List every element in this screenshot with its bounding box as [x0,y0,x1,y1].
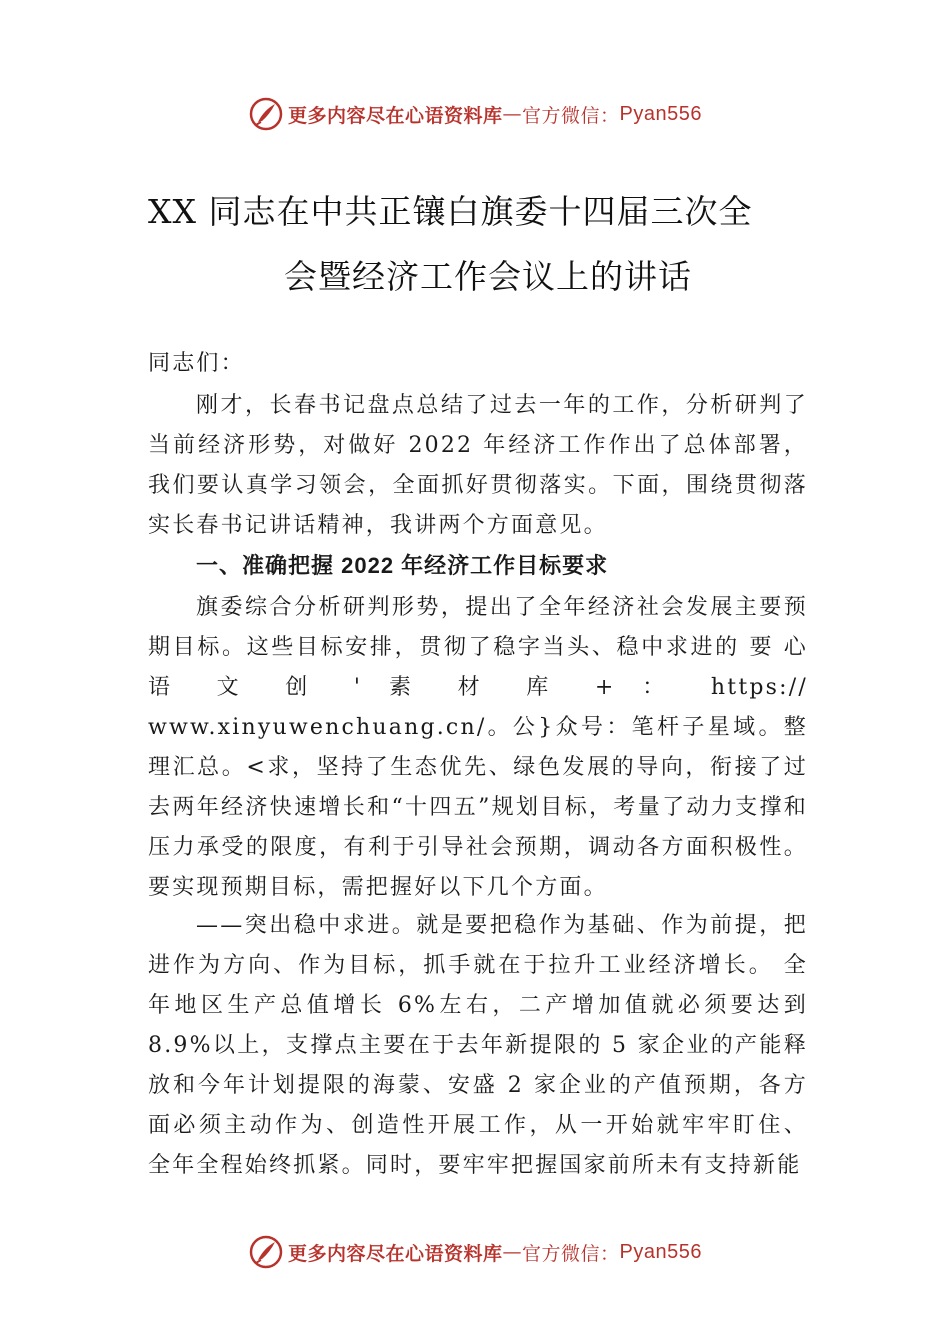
banner-wechat-label: 官方微信： [522,1242,620,1265]
brush-logo-icon [248,1234,284,1270]
greeting: 同志们： [148,351,245,376]
document-title-line2: 会暨经济工作会议上的讲话 [284,257,692,296]
banner-separator: — [502,1241,523,1263]
banner-main-text: 更多内容尽在心语资料库 [288,1242,503,1265]
section-heading-1: 一、准确把握 2022 年经济工作目标要求 [196,553,609,578]
paragraph-targets: 旗委综合分析研判形势，提出了全年经济社会发展主要预期目标。这些目标安排，贯彻了稳字当头、稳中求进的 要 心 语 文 创 ' 素 材 库 + ： https:// www.xinyuwenchuang.cn/。公}众号：笔杆子星域。整理汇总。<求，坚持了生态优先、绿色发展的导向，衔接了过去两年经济快速增长和“十四五”规划目标，考量了动力支撑和压力承受的限度，有利于引导社会预期，调动各方面积极性。要实现预期目标，需把握好以下几个方面。 [148,595,808,900]
paragraph-intro: 刚才，长春书记盘点总结了过去一年的工作，分析研判了当前经济形势，对做好 2022 年经济工作作出了总体部署，我们要认真学习领会，全面抓好贯彻落实。下面，围绕贯彻落实长春书记讲话精神，我讲两个方面意见。 [148,393,808,538]
paragraph-steady-progress: ——突出稳中求进。就是要把稳作为基础、作为前提，把进作为方向、作为目标，抓手就在于拉升工业经济增长。 全年地区生产总值增长 6%左右，二产增加值就必须要达到 8.9%以上，支撑点主要在于去年新提限的 5 家企业的产能释放和今年计划提限的海蒙、安盛 2 家企业的产值预期，各方面必须主动作为、创造性开展工作，从一开始就牢牢盯住、 全年全程始终抓紧。同时，要牢牢把握国家前所未有支持新能 [148,913,808,1178]
footer-watermark-banner [0,1232,950,1272]
banner-main-text: 更多内容尽在心语资料库 [288,104,503,127]
banner-wechat-label: 官方微信： [522,104,620,127]
brush-logo-icon [248,96,284,132]
header-watermark-banner [0,94,950,134]
banner-separator: — [502,103,523,125]
banner-wechat-id: Pyan556 [619,102,702,125]
banner-wechat-id: Pyan556 [619,1240,702,1263]
document-title-line1: XX 同志在中共正镶白旗委十四届三次全 [148,192,753,231]
